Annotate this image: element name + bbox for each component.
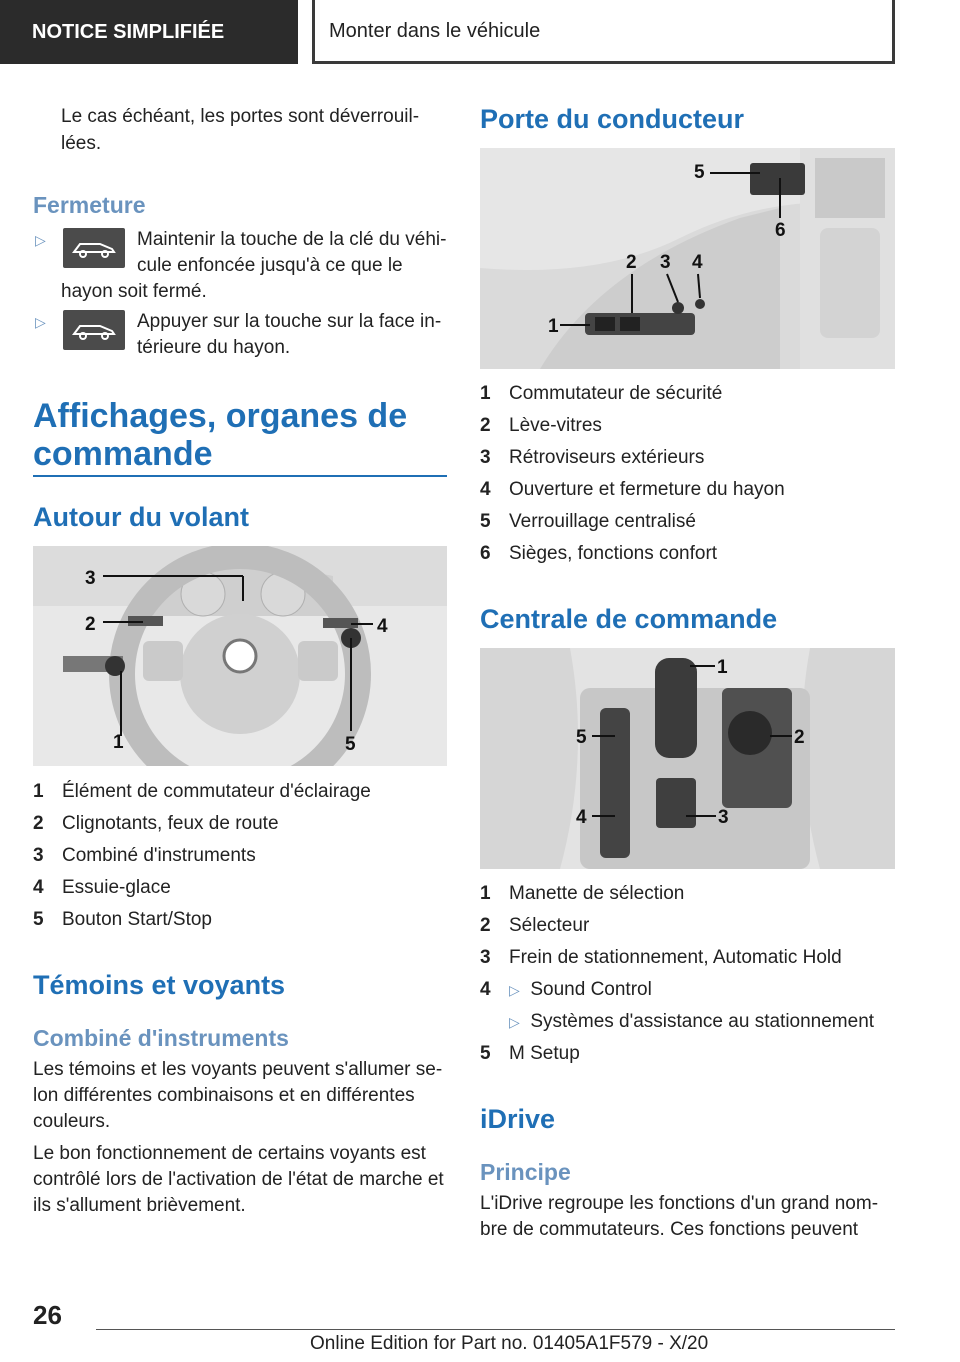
footer-edition: Online Edition for Part no. 01405A1F579 - X/20 xyxy=(310,1333,709,1354)
temoins-p1-line3: couleurs. xyxy=(33,1111,111,1132)
temoins-p1-line2: lon différentes combinaisons et en différentes xyxy=(33,1085,415,1106)
callout-5: 5 xyxy=(576,727,587,748)
triangle-bullet-icon: ▷ xyxy=(35,232,46,248)
callout-3: 3 xyxy=(660,252,671,273)
centrale-heading: Centrale de commande xyxy=(480,604,778,634)
fermeture-item2-line1: Appuyer sur la touche sur la face in- xyxy=(137,311,442,332)
callout-2: 2 xyxy=(794,727,805,748)
list-item: ▷ Systèmes d'assistance au stationnement xyxy=(509,1011,875,1032)
list-item: 5 M Setup xyxy=(480,1043,580,1064)
affichages-heading-line2: commande xyxy=(33,435,213,473)
triangle-bullet-icon: ▷ xyxy=(509,982,520,998)
heading-rule xyxy=(33,475,447,477)
list-item: 5 Bouton Start/Stop xyxy=(33,909,212,930)
porte-legend xyxy=(480,378,895,570)
list-item: 4 ▷ Sound Control xyxy=(480,979,652,1000)
callout-2: 2 xyxy=(85,614,96,635)
callout-5: 5 xyxy=(345,734,356,755)
car-hatch-button-icon xyxy=(63,310,125,350)
steering-wheel-image xyxy=(33,546,447,766)
principe-subheading: Principe xyxy=(480,1159,571,1185)
fermeture-item2-line2: térieure du hayon. xyxy=(137,337,291,358)
fermeture-heading: Fermeture xyxy=(33,192,146,218)
temoins-heading: Témoins et voyants xyxy=(33,970,286,1000)
temoins-p1-line1: Les témoins et les voyants peuvent s'allumer se- xyxy=(33,1059,443,1080)
list-item: 1 Élément de commutateur d'éclairage xyxy=(33,781,371,802)
triangle-bullet-icon: ▷ xyxy=(509,1014,520,1030)
center-console-image xyxy=(480,648,895,869)
section-title: NOTICE SIMPLIFIÉE xyxy=(0,0,298,64)
fermeture-item1-line1: Maintenir la touche de la clé du véhi- xyxy=(137,229,447,250)
list-item: 3 Rétroviseurs extérieurs xyxy=(480,447,705,468)
temoins-p2-line1: Le bon fonctionnement de certains voyants est xyxy=(33,1143,426,1164)
list-item: 3 Frein de stationnement, Automatic Hold xyxy=(480,947,842,968)
callout-4: 4 xyxy=(692,252,703,273)
list-item: 2 Clignotants, feux de route xyxy=(33,813,279,834)
callout-4: 4 xyxy=(377,616,388,637)
footer-rule xyxy=(96,1329,895,1330)
callout-5: 5 xyxy=(694,162,705,183)
idrive-line1: L'iDrive regroupe les fonctions d'un grand nom- xyxy=(480,1193,879,1214)
fermeture-item1-line2: cule enfoncée jusqu'à ce que le xyxy=(137,255,403,276)
intro-line-2: lées. xyxy=(61,133,102,154)
intro-line-1: Le cas échéant, les portes sont déverrouil- xyxy=(61,106,420,127)
list-item: 2 Sélecteur xyxy=(480,915,590,936)
volant-legend xyxy=(33,776,447,936)
list-item: 4 Ouverture et fermeture du hayon xyxy=(480,479,785,500)
callout-3: 3 xyxy=(85,568,96,589)
list-item: 4 Essuie-glace xyxy=(33,877,171,898)
idrive-line2: bre de commutateurs. Ces fonctions peuvent xyxy=(480,1219,859,1240)
idrive-heading: iDrive xyxy=(480,1104,556,1134)
list-item: 1 Commutateur de sécurité xyxy=(480,383,723,404)
list-item: 6 Sièges, fonctions confort xyxy=(480,543,718,564)
volant-heading: Autour du volant xyxy=(33,502,249,532)
car-hatch-key-icon xyxy=(63,228,125,268)
callout-1: 1 xyxy=(113,732,124,753)
callout-4: 4 xyxy=(576,807,587,828)
page-header xyxy=(0,0,960,66)
temoins-p2-line2: contrôlé lors de l'activation de l'état de marche et xyxy=(33,1169,444,1190)
combine-subheading: Combiné d'instruments xyxy=(33,1025,289,1051)
page-number: 26 xyxy=(33,1300,62,1330)
affichages-heading-line1: Affichages, organes de xyxy=(33,397,408,435)
chapter-title: Monter dans le véhicule xyxy=(312,0,895,64)
callout-1: 1 xyxy=(548,316,559,337)
list-item: 3 Combiné d'instruments xyxy=(33,845,256,866)
fermeture-item1-line3: hayon soit fermé. xyxy=(61,281,207,302)
list-item: 2 Lève-vitres xyxy=(480,415,602,436)
callout-3: 3 xyxy=(718,807,729,828)
callout-1: 1 xyxy=(717,657,728,678)
callout-6: 6 xyxy=(775,220,786,241)
porte-heading: Porte du conducteur xyxy=(480,104,745,134)
driver-door-image xyxy=(480,148,895,369)
list-item: 5 Verrouillage centralisé xyxy=(480,511,696,532)
temoins-p2-line3: ils s'allument brièvement. xyxy=(33,1195,246,1216)
callout-2: 2 xyxy=(626,252,637,273)
list-item: 1 Manette de sélection xyxy=(480,883,685,904)
centrale-legend xyxy=(480,878,895,1070)
triangle-bullet-icon: ▷ xyxy=(35,314,46,330)
